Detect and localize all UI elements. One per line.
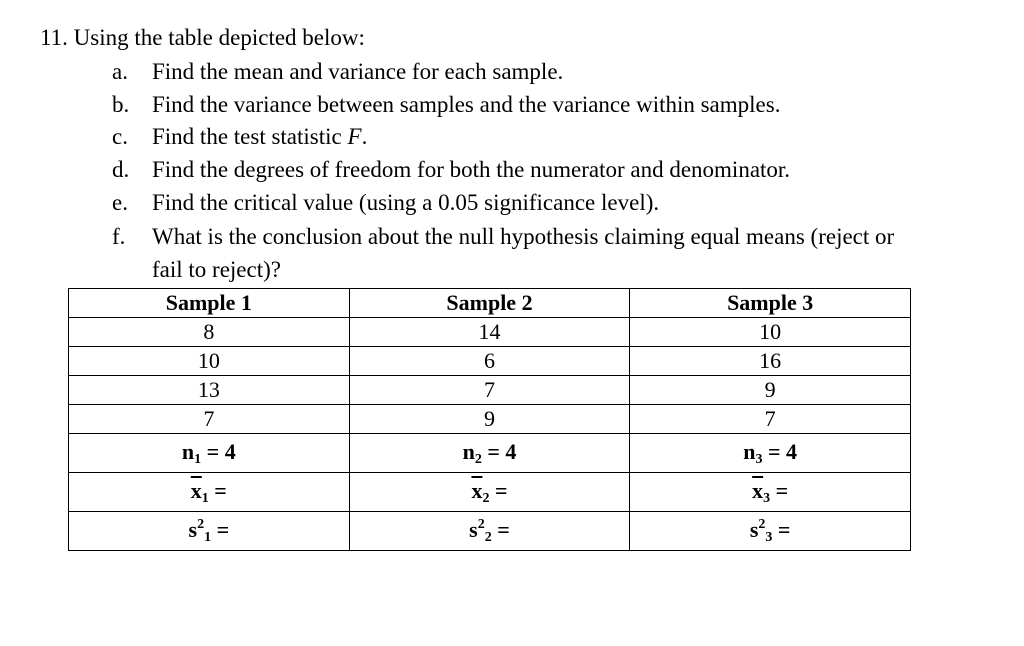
- table-cell: 8: [69, 318, 350, 347]
- sample-size-cell: [349, 434, 630, 473]
- question-item-f: [112, 220, 982, 286]
- table-cell: 6: [349, 347, 630, 376]
- sample-size-symbol: n: [462, 438, 475, 464]
- sample-mean-equals: =: [208, 477, 227, 503]
- sample-size-symbol: n: [181, 438, 195, 464]
- item-letter: e.: [112, 190, 128, 215]
- sample-variance-row: [69, 512, 911, 551]
- table-header-row: [69, 289, 911, 318]
- question-item-c: [112, 120, 982, 153]
- item-text: Find the variance between samples and the variance within samples.: [152, 92, 781, 117]
- question-item-d: [112, 153, 982, 186]
- question-title: 11. Using the table depicted below:: [40, 25, 365, 50]
- sample-variance-cell: [630, 512, 911, 551]
- question-item-b: [112, 88, 982, 121]
- item-text: Find the degrees of freedom for both the numerator and denominator.: [152, 157, 791, 182]
- sample-variance-subscript: 2: [484, 529, 492, 545]
- table-row: [69, 347, 911, 376]
- sample-variance-equals: =: [772, 516, 791, 542]
- sample-variance-cell: [349, 512, 630, 551]
- item-text-continuation: fail to reject)?: [152, 257, 281, 282]
- sample-variance-symbol: s: [749, 516, 759, 542]
- sample-variance-equals: =: [491, 516, 510, 542]
- table-row: [69, 376, 911, 405]
- sample-mean-cell: [349, 473, 630, 512]
- item-letter: d.: [112, 157, 130, 182]
- table-cell: 10: [630, 318, 911, 347]
- sample-size-subscript: 1: [194, 451, 202, 467]
- sample-mean-subscript: 3: [763, 490, 771, 506]
- table-header: Sample 1: [69, 289, 350, 318]
- table-cell: 7: [349, 376, 630, 405]
- sample-variance-subscript: 3: [765, 529, 773, 545]
- table-cell: 13: [69, 376, 350, 405]
- item-text: What is the conclusion about the null hypothesis claiming equal means (reject or: [152, 224, 895, 249]
- sample-size-value: = 4: [762, 438, 798, 464]
- sample-variance-superscript: 2: [197, 516, 205, 532]
- sample-variance-superscript: 2: [758, 516, 766, 532]
- item-text-wrapper: [152, 120, 982, 153]
- sample-mean-symbol: $\overline{x}$: [190, 477, 202, 503]
- data-table: [68, 288, 911, 551]
- sample-size-subscript: 3: [755, 451, 763, 467]
- item-text: Find the test statistic: [152, 124, 348, 149]
- table-row: [69, 318, 911, 347]
- table-cell: 10: [69, 347, 350, 376]
- sample-mean-cell: [69, 473, 350, 512]
- table-header: Sample 2: [349, 289, 630, 318]
- item-letter: b.: [112, 92, 130, 117]
- item-text: Find the critical value (using a 0.05 significance level).: [152, 190, 660, 215]
- sample-variance-equals: =: [211, 516, 230, 542]
- sample-size-cell: [69, 434, 350, 473]
- sample-mean-equals: =: [489, 477, 508, 503]
- sample-size-symbol: n: [743, 438, 756, 464]
- table-cell: 16: [630, 347, 911, 376]
- table-cell: 7: [69, 405, 350, 434]
- item-letter: a.: [112, 59, 128, 84]
- sample-mean-subscript: 1: [201, 490, 209, 506]
- sample-mean-subscript: 2: [482, 490, 490, 506]
- item-letter: f.: [112, 224, 126, 249]
- sample-mean-cell: [630, 473, 911, 512]
- sample-size-value: = 4: [201, 438, 236, 464]
- sample-size-row: [69, 434, 911, 473]
- table-cell: 9: [630, 376, 911, 405]
- sample-variance-symbol: s: [469, 516, 478, 542]
- item-text-italic: F: [347, 124, 362, 149]
- sample-size-cell: [630, 434, 911, 473]
- sample-mean-symbol: $\overline{x}$: [752, 477, 764, 503]
- table-cell: 9: [349, 405, 630, 434]
- sample-mean-row: [69, 473, 911, 512]
- item-letter: c.: [112, 124, 128, 149]
- sample-mean-equals: =: [770, 477, 789, 503]
- sample-variance-subscript: 1: [204, 529, 212, 545]
- sample-variance-cell: [69, 512, 350, 551]
- sample-mean-symbol: $\overline{x}$: [471, 477, 483, 503]
- item-text-wrapper: [152, 220, 982, 286]
- item-text: Find the mean and variance for each sample.: [152, 59, 564, 84]
- item-text-tail: .: [361, 124, 368, 149]
- sample-variance-symbol: s: [188, 516, 198, 542]
- sample-variance-superscript: 2: [477, 516, 485, 532]
- sample-size-subscript: 2: [474, 451, 482, 467]
- question-item-a: [112, 55, 982, 88]
- table-cell: 14: [349, 318, 630, 347]
- table-header: Sample 3: [630, 289, 911, 318]
- table-row: [69, 405, 911, 434]
- table-cell: 7: [630, 405, 911, 434]
- sample-size-value: = 4: [481, 438, 517, 464]
- question-item-e: [112, 186, 982, 219]
